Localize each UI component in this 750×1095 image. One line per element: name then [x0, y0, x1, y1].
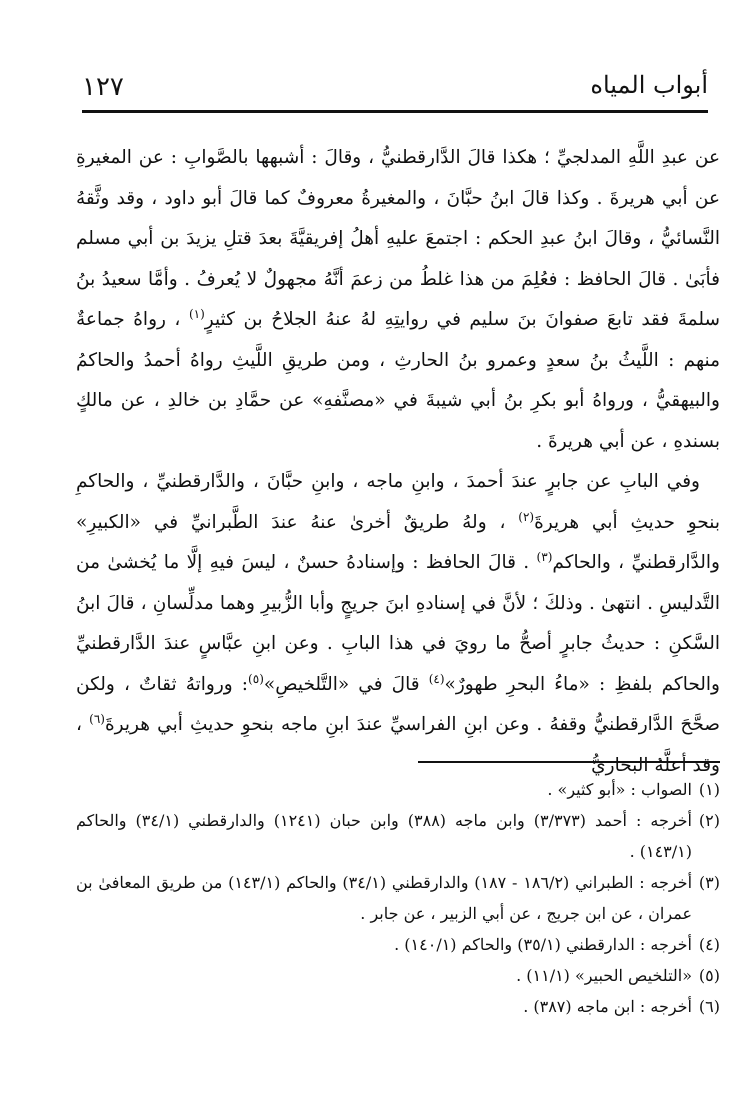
footnote-number: (٥) [698, 966, 720, 985]
header-rule [82, 110, 708, 113]
footnote-4 [76, 929, 720, 960]
paragraph-2 [76, 462, 720, 786]
text-segment: قالَ في «التَّلخيصِ» [263, 673, 420, 695]
footnote-number: (٤) [698, 935, 720, 954]
text-segment: : ورواتهُ ثقاتٌ ، ولكن صحَّحَ الدَّارقطنيُّ وقفهُ . وعن ابنِ الفراسيِّ عندَ ابنِ ماجه بنحوِ حديثِ أبي هريرةَ [76, 673, 721, 735]
footnote-ref-3: (٣) [536, 549, 553, 564]
text-segment: ، رواهُ جماعةٌ منهم : اللَّيثُ بنُ سعدٍ وعمرو بنُ الحارثِ ، ومن طريقِ اللَّيثِ رواهُ أحمدُ والحاكمُ والبيهقيُّ ، ورواهُ أبو بكرِ بنُ أبي شيبةَ في «مصنَّفهِ» عن حمَّادِ بن خالدِ ، عن مالكٍ بسندهِ ، عن أبي هريرةَ . [76, 309, 720, 452]
text-segment: ، وقد أعلَّهُ البخاريُّ [76, 714, 720, 776]
page-number: ١٢٧ [82, 72, 124, 102]
footnote-6 [76, 991, 720, 1022]
text-segment: عن عبدِ اللَّهِ المدلجيِّ ؛ هكذا قالَ الدَّارقطنيُّ ، وقالَ : أشبهها بالصَّوابِ : عن المغيرةِ عن أبي هريرةَ . وكذا قالَ ابنُ حبَّانَ ، والمغيرةُ معروفٌ كما قالَ أبو داود ، وقد وثَّقهُ النَّسائيُّ ، وقالَ ابنُ عبدِ الحكم : اجتمعَ عليهِ أهلُ إفريقيَّةَ بعدَ قتلِ يزيدَ بن أبي مسلم فأبَىٰ . قالَ الحافظ : فعُلِمَ من هذا غلطُ من زعمَ أنَّهُ مجهولٌ لا يُعرفُ . وأمَّا سعيدُ بنُ سلمةَ فقد تابعَ صفوانَ بنَ سليم في روايتِهِ لهُ عنهُ الجلاحُ بن كثيرٍ [76, 147, 720, 330]
footnote-ref-4: (٤) [428, 671, 445, 686]
footnote-ref-5: (٥) [248, 671, 264, 686]
footnote-number: (١) [698, 780, 720, 799]
footnote-ref-2: (٢) [518, 509, 535, 524]
footnote-number: (٣) [698, 873, 720, 892]
footnote-text: أخرجه : الطبراني (١٨٦/٢ - ١٨٧) والدارقطني (٣٤/١) والحاكم (١٤٣/١) من طريق المعافىٰ بن عمران ، عن ابن جريج ، عن أبي الزبير ، عن جابر . [76, 873, 693, 923]
main-text [76, 138, 720, 786]
text-segment: . قالَ الحافظ : وإسنادهُ حسنٌ ، ليسَ فيهِ إلَّا ما يُخشىٰ من التَّدليسِ . انتهىٰ . وذلكَ ؛ لأنَّ في إسنادهِ ابنَ جريجٍ وأبا الزُّبيرِ وهما مدلِّسانِ ، قالَ ابنُ السَّكنِ : حديثُ جابرٍ أصحُّ ما رويَ في هذا البابِ . وعن ابنِ عبَّاسٍ عندَ الدَّارقطنيِّ والحاكم بلفظِ : «ماءُ البحرِ طهورٌ» [76, 552, 720, 695]
footnote-ref-6: (٦) [89, 711, 105, 726]
footnote-5 [76, 960, 720, 991]
footnote-text: الصواب : «أبو كثير» . [547, 780, 692, 799]
text-segment: وفي البابِ عن جابرٍ عندَ أحمدَ ، وابنِ ماجه ، وابنِ حبَّانَ ، والدَّارقطنيِّ ، والحاكمِ بنحوِ حديثِ أبي هريرةَ [76, 471, 720, 533]
running-title: أبواب المياه [590, 71, 708, 99]
text-segment: ، ولهُ طريقٌ أخرىٰ عنهُ عندَ الطَّبرانيِّ في «الكبيرِ» والدَّارقطنيِّ ، والحاكم [76, 511, 720, 573]
footnote-text: «التلخيص الحبير» (١١/١) . [516, 966, 692, 985]
footnote-1 [76, 774, 720, 805]
footnote-text: أخرجه : ابن ماجه (٣٨٧) . [523, 997, 692, 1016]
footnotes [76, 774, 720, 1022]
footnote-number: (٢) [698, 811, 720, 830]
footnote-number: (٦) [698, 997, 720, 1016]
paragraph-1 [76, 138, 720, 462]
footnote-text: أخرجه : أحمد (٣/٣٧٣) وابن ماجه (٣٨٨) وابن حبان (١٢٤١) والدارقطني (٣٤/١) والحاكم (١٤٣/١) . [76, 811, 692, 861]
footnote-text: أخرجه : الدارقطني (٣٥/١) والحاكم (١٤٠/١) . [394, 935, 692, 954]
footnote-2 [76, 805, 720, 867]
footnote-ref-1: (١) [188, 306, 205, 321]
footnote-3 [76, 867, 720, 929]
page-header [82, 66, 708, 116]
footnote-separator [418, 761, 720, 763]
